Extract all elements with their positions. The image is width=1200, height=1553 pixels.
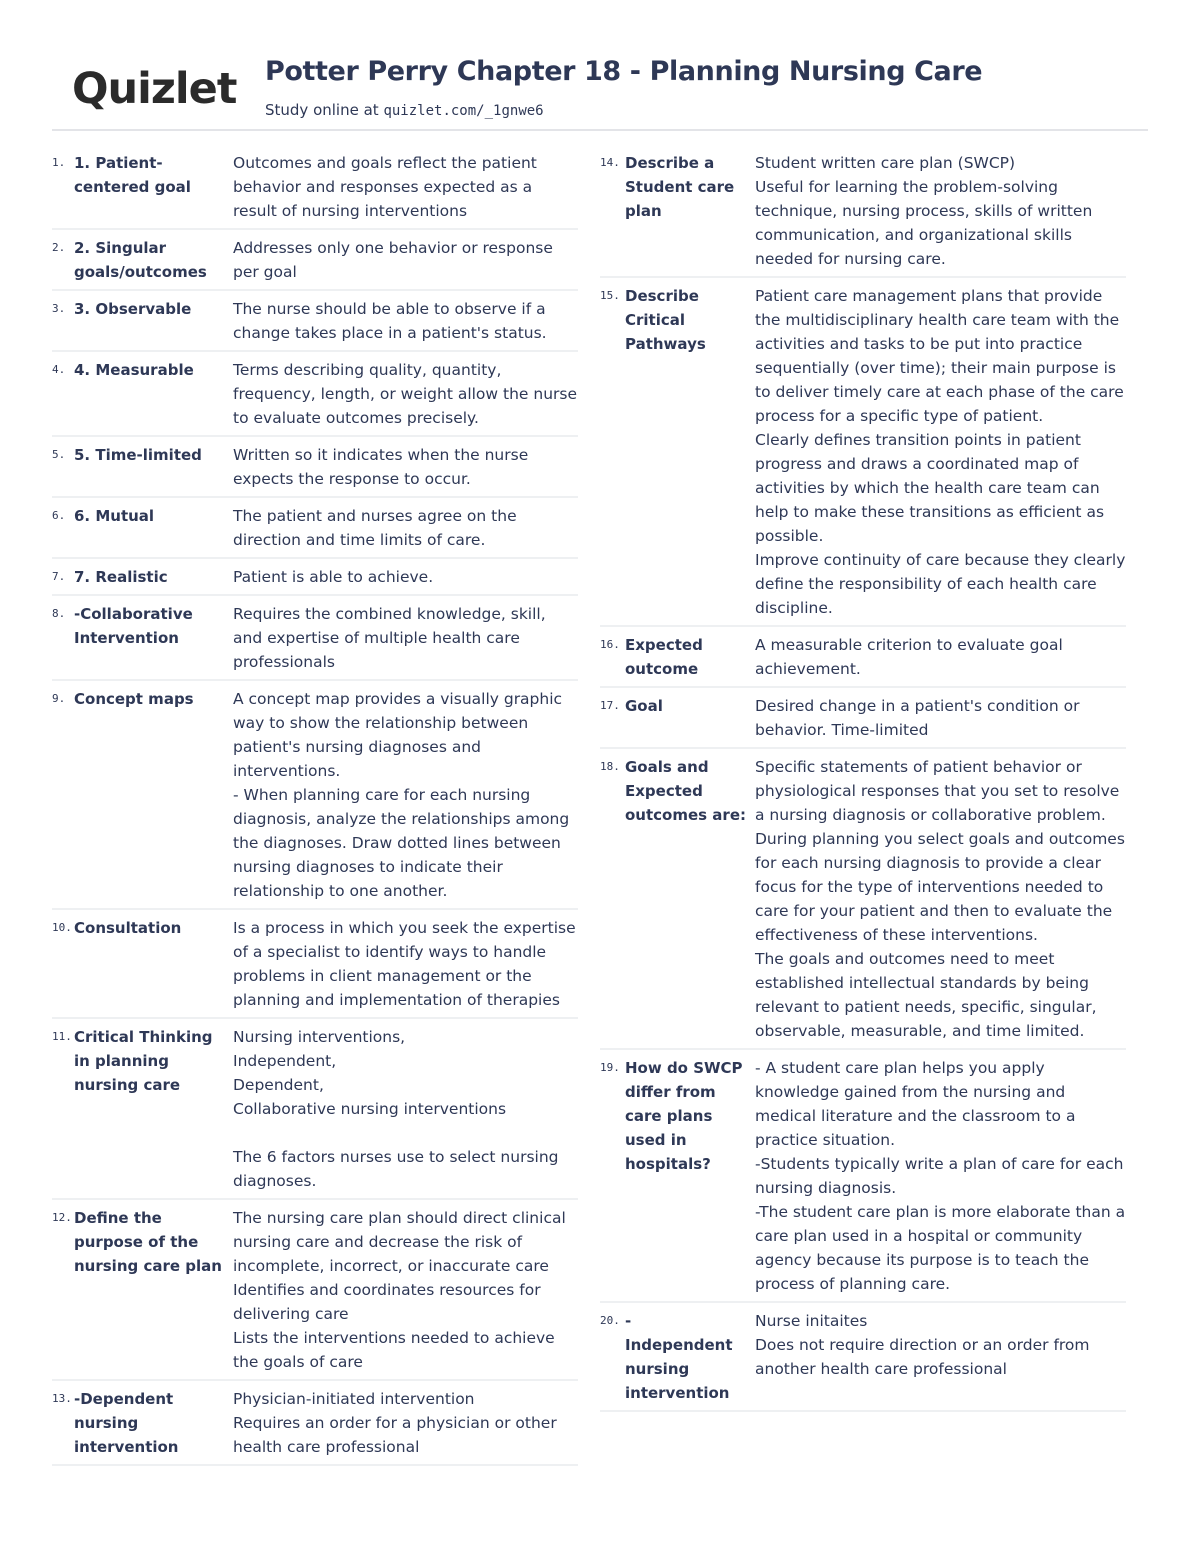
card-number: 5. (52, 448, 66, 461)
card-number: 13. (52, 1392, 72, 1405)
card-number: 14. (600, 156, 620, 169)
card-term: 5. Time-limited (74, 446, 202, 464)
card-term: Concept maps (74, 690, 194, 708)
card-number: 2. (52, 241, 66, 254)
card-definition: Written so it indicates when the nurse expects the response to occur. (233, 446, 534, 488)
card-term: Describe a Student care plan (625, 154, 740, 220)
card-row (52, 1203, 578, 1381)
card-row (600, 281, 1126, 627)
card-number: 1. (52, 156, 66, 169)
card-number: 16. (600, 638, 620, 651)
card-row (52, 148, 578, 230)
card-row (600, 1306, 1126, 1412)
card-definition: Nursing interventions, Independent, Dependent, Collaborative nursing interventions The 6 factors nurses use to select nursing diagnoses. (233, 1028, 559, 1190)
card-definition: Terms describing quality, quantity, frequency, length, or weight allow the nurse to evaluate outcomes precisely. (233, 361, 582, 427)
card-number: 15. (600, 289, 620, 302)
card-term: Expected outcome (625, 636, 709, 678)
card-definition: Nurse initaites Does not require direction or an order from another health care professional (755, 1312, 1090, 1378)
card-number: 20. (600, 1314, 620, 1327)
card-row (52, 440, 578, 498)
card-number: 11. (52, 1030, 72, 1043)
cards-column-left (52, 148, 582, 1469)
quizlet-logo: Quizlet (72, 64, 237, 114)
card-row (52, 1384, 578, 1466)
card-row (600, 1053, 1126, 1303)
card-term: 6. Mutual (74, 507, 155, 525)
card-number: 8. (52, 607, 66, 620)
card-number: 7. (52, 570, 66, 583)
card-definition: Outcomes and goals reflect the patient behavior and responses expected as a result of nursing interventions (233, 154, 542, 220)
card-row (52, 684, 578, 910)
card-row (52, 294, 578, 352)
card-row (52, 355, 582, 437)
card-term: - Independent nursing intervention (625, 1312, 733, 1402)
card-number: 9. (52, 692, 66, 705)
card-term: 3. Observable (74, 300, 192, 318)
card-number: 4. (52, 363, 66, 376)
card-number: 18. (600, 760, 620, 773)
card-number: 10. (52, 921, 72, 934)
card-definition: - A student care plan helps you apply knowledge gained from the nursing and medical literature and the classroom to a practice situation. -Students typically write a plan of care for each nursing diagnosis. -The student care plan is more elaborate than a care plan used in a hospital or community agency because its purpose is to teach the process of planning care. (755, 1059, 1126, 1293)
card-definition: The nursing care plan should direct clinical nursing care and decrease the risk of incomplete, incorrect, or inaccurate care Identifies and coordinates resources for delivering care Lists the interventions needed to achieve the goals of care (233, 1209, 566, 1371)
card-number: 19. (600, 1061, 620, 1074)
card-term: Goals and Expected outcomes are: (625, 758, 746, 824)
header-divider (52, 129, 1148, 131)
card-number: 6. (52, 509, 66, 522)
card-definition: A measurable criterion to evaluate goal achievement. (755, 636, 1068, 678)
card-definition: Patient care management plans that provide the multidisciplinary health care team with the activities and tasks to be put into practice sequentially (over time); their main purpose is to deliver timely care at each phase of the care process for a specific type of patient. Clearly defines transition points in patient progress and draws a coordinated map of activities by which the health care team can help to make these transitions as efficient as possible. Improve continuity of care because they clearly define the responsibility of each health care discipline. (755, 287, 1126, 617)
card-definition: Patient is able to achieve. (233, 568, 434, 586)
card-row (600, 630, 1126, 688)
cards-column-right (600, 148, 1126, 1415)
card-term: -Collaborative Intervention (74, 605, 199, 647)
card-term: Define the purpose of the nursing care plan (74, 1209, 222, 1275)
card-definition: Desired change in a patient's condition or behavior. Time-limited (755, 697, 1085, 739)
card-row (600, 691, 1126, 749)
card-row (52, 562, 578, 596)
card-definition: Specific statements of patient behavior or physiological responses that you set to resolve a nursing diagnosis or collaborative problem. During planning you select goals and outcomes for each nursing diagnosis to provide a clear focus for the type of interventions needed to care for your patient and then to evaluate the effectiveness of these interventions. The goals and outcomes need to meet established intellectual standards by being relevant to patient needs, specific, singular, observable, measurable, and time limited. (755, 758, 1125, 1040)
card-term: 2. Singular goals/outcomes (74, 239, 207, 281)
card-row (52, 599, 578, 681)
card-definition: A concept map provides a visually graphic way to show the relationship between patient's nursing diagnoses and interventions. - When planning care for each nursing diagnosis, analyze the relationships among the diagnoses. Draw dotted lines between nursing diagnoses to indicate their relationship to one another. (233, 690, 570, 900)
card-definition: Is a process in which you seek the expertise of a specialist to identify ways to handle problems in client management or the planning and implementation of therapies (233, 919, 581, 1009)
card-number: 3. (52, 302, 66, 315)
card-number: 12. (52, 1211, 72, 1224)
card-row (52, 501, 578, 559)
card-row (600, 752, 1126, 1050)
card-row (52, 1022, 578, 1200)
card-term: Critical Thinking in planning nursing care (74, 1028, 218, 1094)
card-definition: The nurse should be able to observe if a change takes place in a patient's status. (233, 300, 551, 342)
card-row (52, 913, 581, 1019)
subtitle-prefix: Study online at (265, 101, 384, 119)
card-term: Consultation (74, 919, 182, 937)
page-title: Potter Perry Chapter 18 - Planning Nursing Care (265, 56, 983, 87)
study-online-line (265, 101, 544, 119)
card-number: 17. (600, 699, 620, 712)
card-term: Describe Critical Pathways (625, 287, 706, 353)
card-row (600, 148, 1126, 278)
card-definition: Addresses only one behavior or response per goal (233, 239, 558, 281)
card-definition: Student written care plan (SWCP) Useful for learning the problem-solving technique, nursing process, skills of written communication, and organizational skills needed for nursing care. (755, 154, 1093, 268)
card-term: 7. Realistic (74, 568, 168, 586)
card-definition: The patient and nurses agree on the direction and time limits of care. (233, 507, 522, 549)
card-term: How do SWCP differ from care plans used in hospitals? (625, 1059, 748, 1173)
card-row (52, 233, 578, 291)
card-definition: Requires the combined knowledge, skill, and expertise of multiple health care professionals (233, 605, 551, 671)
card-term: 4. Measurable (74, 361, 194, 379)
study-url-link[interactable]: quizlet.com/_1gnwe6 (383, 103, 544, 119)
card-term: -Dependent nursing intervention (74, 1390, 179, 1456)
card-term: Goal (625, 697, 663, 715)
card-definition: Physician-initiated intervention Requires an order for a physician or other health care professional (233, 1390, 557, 1456)
card-term: 1. Patient-centered goal (74, 154, 191, 196)
